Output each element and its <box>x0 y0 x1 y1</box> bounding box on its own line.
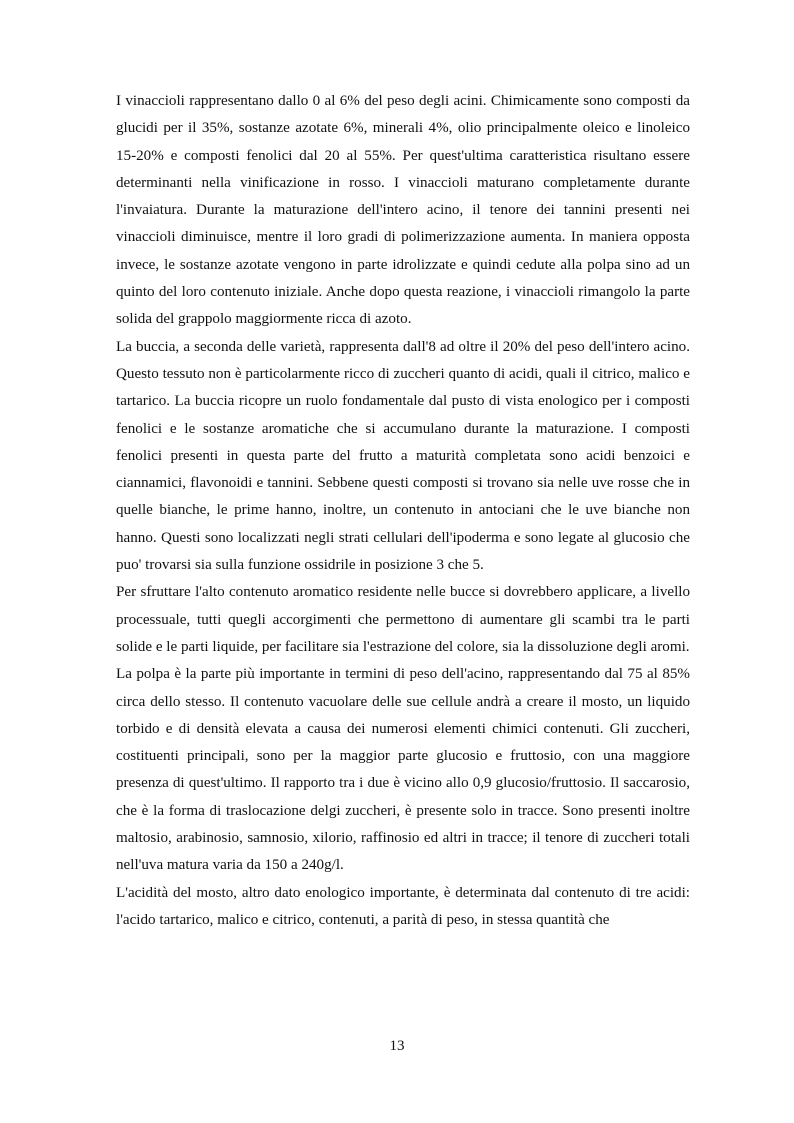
paragraph-vinaccioli: I vinaccioli rappresentano dallo 0 al 6% del peso degli acini. Chimicamente sono composti da glucidi per il 35%, sostanze azotate 6%, minerali 4%, olio principalmente oleico e linoleico 15-20% e composti fenolici dal 20 al 55%. Per quest'ultima caratteristica risultano essere determinanti nella vinificazione in rosso. I vinaccioli maturano completamente durante l'invaiatura. Durante la maturazione dell'intero acino, il tenore dei tannini presenti nei vinaccioli diminuisce, mentre il loro gradi di polimerizzazione aumenta. In maniera opposta invece, le sostanze azotate vengono in parte idrolizzate e quindi cedute alla polpa sino ad un quinto del loro contenuto iniziale. Anche dopo questa reazione, i vinaccioli rimangolo la parte solida del grappolo maggiormente ricca di azoto. <box>116 93 690 328</box>
body-text <box>116 88 690 934</box>
paragraph-buccia: La buccia, a seconda delle varietà, rappresenta dall'8 ad oltre il 20% del peso dell'intero acino. Questo tessuto non è particolarmente ricco di zuccheri quanto di acidi, quali il citrico, malico e tartarico. La buccia ricopre un ruolo fondamentale dal pusto di vista enologico per i composti fenolici e le sostanze aromatiche che si accumulano durante la maturazione. I composti fenolici presenti in questa parte del frutto a maturità completata sono acidi benzoici e ciannamici, flavonoidi e tannini. Sebbene questi composti si trovano sia nelle uve rosse che in quelle bianche, le prime hanno, inoltre, un contenuto in antociani che le uve bianche non hanno. Questi sono localizzati negli strati cellulari dell'ipoderma e sono legate al glucosio che puo' trovarsi sia sulla funzione ossidrile in posizione 3 che 5. <box>116 338 690 574</box>
page-number: 13 <box>389 1038 405 1054</box>
paragraph-acidita: L'acidità del mosto, altro dato enologico importante, è determinata dal contenuto di tre acidi: l'acido tartarico, malico e citrico, contenuti, a parità di peso, in stessa quantità che <box>116 884 690 928</box>
paragraph-polpa: La polpa è la parte più importante in termini di peso dell'acino, rappresentando dal 75 al 85% circa dello stesso. Il contenuto vacuolare delle sue cellule andrà a creare il mosto, un liquido torbido e di densità elevata a causa dei numerosi elementi chimici contenuti. Gli zuccheri, costituenti principali, sono per la maggior parte glucosio e fruttosio, con una maggiore presenza di quest'ultimo. Il rapporto tra i due è vicino allo 0,9 glucosio/fruttosio. Il saccarosio, che è la forma di traslocazione delgi zuccheri, è presente solo in tracce. Sono presenti inoltre maltosio, arabinosio, samnosio, xilorio, raffinosio ed altri in tracce; il tenore di zuccheri totali nell'uva matura varia da 150 a 240g/l. <box>116 666 690 874</box>
paragraph-bucce-aromi: Per sfruttare l'alto contenuto aromatico residente nelle bucce si dovrebbero applicare, a livello processuale, tutti quegli accorgimenti che permettono di aumentare gli scambi tra le parti solide e le parti liquide, per facilitare sia l'estrazione del colore, sia la dissoluzione degli aromi. <box>116 584 690 655</box>
